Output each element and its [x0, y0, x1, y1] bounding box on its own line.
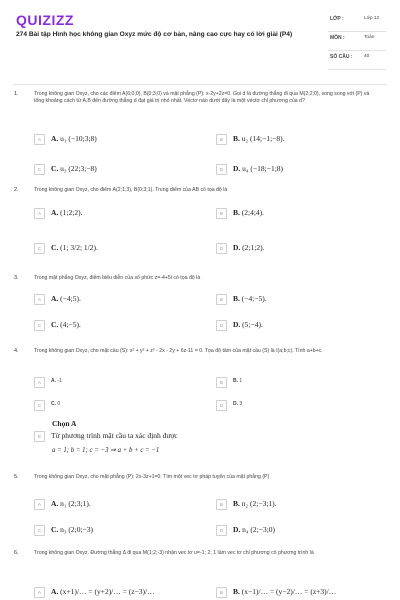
meta-row-class: [328, 13, 386, 32]
meta-row-count: [328, 51, 386, 70]
option-text: D. 3: [233, 401, 243, 407]
option-box[interactable]: A: [34, 377, 45, 388]
option-text: C. n₃ (2;0;−3): [51, 525, 94, 534]
option-text: A. (−4;5).: [51, 294, 81, 303]
option-text: B. (x−1)/… = (y−2)/… = (z+3)/…: [233, 587, 337, 596]
page-title: 274 Bài tập Hình học không gian Oxyz mức độ cơ bản, nâng cao cực hay có lời giải (P4): [16, 31, 293, 38]
option-text: A. n₁ (2;3;1).: [51, 499, 91, 508]
option-box[interactable]: B: [216, 134, 227, 145]
question-3: [14, 275, 386, 335]
question-text: Trong không gian Oxyz. Đường thẳng Δ đi qua M(1;2;-3) nhận vec tơ u=-1; 2; 1 làm vec tơ chỉ phương có phương trình là: [34, 550, 314, 556]
option-text: C. (1; 3/2; 1/2).: [51, 243, 98, 252]
option-text: B. (2;4;4).: [233, 208, 265, 217]
option-box[interactable]: A: [34, 134, 45, 145]
option-text: D. u₄ (−18;−1;8): [233, 164, 284, 173]
meta-row-subject: [328, 32, 386, 51]
question-2: [14, 187, 386, 267]
option-box[interactable]: D: [216, 164, 227, 175]
question-text: Trong không gian Oxyz, cho các điểm A(6;0;0), B(0;3;0) và mặt phẳng (P): x-2y+2z=0. Gọi d là đường thẳng đi qua M(2;2;0), song song với (P) và tổng khoảng cách từ A,B đến đường thẳng d đạt giá trị nhỏ nhất. Véctơ nào dưới đây là một véctơ chỉ phương của d?: [34, 91, 370, 105]
option-text: C. u₃ (22;3;−8): [51, 164, 97, 173]
option-box[interactable]: C: [34, 243, 45, 254]
option-box[interactable]: C: [34, 320, 45, 331]
question-number: 5.: [14, 474, 19, 480]
option-box[interactable]: A: [34, 499, 45, 510]
option-text: A. -1: [51, 378, 62, 384]
question-number: 1.: [14, 91, 19, 97]
option-box[interactable]: D: [216, 243, 227, 254]
question-number: 6.: [14, 550, 19, 556]
option-box[interactable]: C: [34, 164, 45, 175]
option-box[interactable]: A: [34, 294, 45, 305]
header-divider: [13, 84, 387, 85]
option-text: A. (x+1)/… = (y+2)/… = (z−3)/…: [51, 587, 155, 596]
question-4: [14, 348, 386, 468]
question-6: [14, 550, 386, 600]
meta-key: LỚP :: [330, 16, 344, 22]
option-box[interactable]: D: [216, 320, 227, 331]
option-box[interactable]: C: [34, 400, 45, 411]
option-text: B. u₂ (14;−1;−8).: [233, 134, 285, 143]
question-text: Trong không gian Oxyz, cho mặt phẳng (P): 2x-3z+1=0. Tìm một vec tơ pháp tuyến của mặt phẳng (P): [34, 474, 270, 480]
quizizz-logo: QUIZIZZ: [16, 12, 74, 28]
question-number: 2.: [14, 187, 19, 193]
answer-box: E: [34, 431, 45, 442]
option-text: A. u₁ (−10;3;8): [51, 134, 97, 143]
option-box[interactable]: A: [34, 587, 45, 598]
option-box[interactable]: B: [216, 208, 227, 219]
question-text: Trong mặt phẳng Oxyz, điểm biểu diễn của số phức z=-4+5i có tọa độ là: [34, 275, 201, 281]
answer-line-2: a = 1; b = 1; c = −3 ⇒ a + b + c = −1: [52, 447, 160, 454]
option-box[interactable]: D: [216, 400, 227, 411]
option-text: D. n₄ (2;−3;0): [233, 525, 276, 534]
option-box[interactable]: B: [216, 499, 227, 510]
option-text: B. 1: [233, 378, 243, 384]
answer-title: Chọn A: [52, 419, 77, 428]
option-box[interactable]: C: [34, 525, 45, 536]
question-text: Trong không gian Oxyz, cho mặt cầu (S): x² + y² + z² - 2x - 2y + 6z-11 = 0. Tọa độ tâm của mặt cầu (S) là I(a;b;c). Tính a+b+c.: [34, 348, 323, 354]
option-box[interactable]: B: [216, 377, 227, 388]
option-box[interactable]: B: [216, 294, 227, 305]
meta-value: 40: [364, 54, 370, 59]
option-text: D. (2;1;2).: [233, 243, 265, 252]
option-text: B. n₂ (2;−3;1).: [233, 499, 277, 508]
question-number: 4.: [14, 348, 19, 354]
answer-line-1: Từ phương trình mặt cầu ta xác định được: [51, 431, 178, 440]
option-box[interactable]: D: [216, 525, 227, 536]
question-5: [14, 474, 386, 544]
option-text: B. (−4;−5).: [233, 294, 267, 303]
meta-value: Toán: [364, 35, 375, 40]
question-number: 3.: [14, 275, 19, 281]
meta-key: MÔN :: [330, 35, 345, 41]
question-1: [14, 91, 386, 181]
meta-value: Lớp 12: [364, 16, 380, 21]
option-text: C. 0: [51, 401, 61, 407]
question-text: Trong không gian Oxyz, cho điểm A(2;1;3), B(0;3;1). Trung điểm của AB có tọa độ là: [34, 187, 228, 193]
option-text: C. (4;−5).: [51, 320, 81, 329]
header: [0, 0, 400, 82]
option-box[interactable]: B: [216, 587, 227, 598]
meta-key: SỐ CÂU :: [330, 54, 353, 60]
option-text: D. (5;−4).: [233, 320, 263, 329]
option-text: A. (1;2;2).: [51, 208, 83, 217]
meta-panel: [328, 13, 386, 70]
option-box[interactable]: A: [34, 208, 45, 219]
